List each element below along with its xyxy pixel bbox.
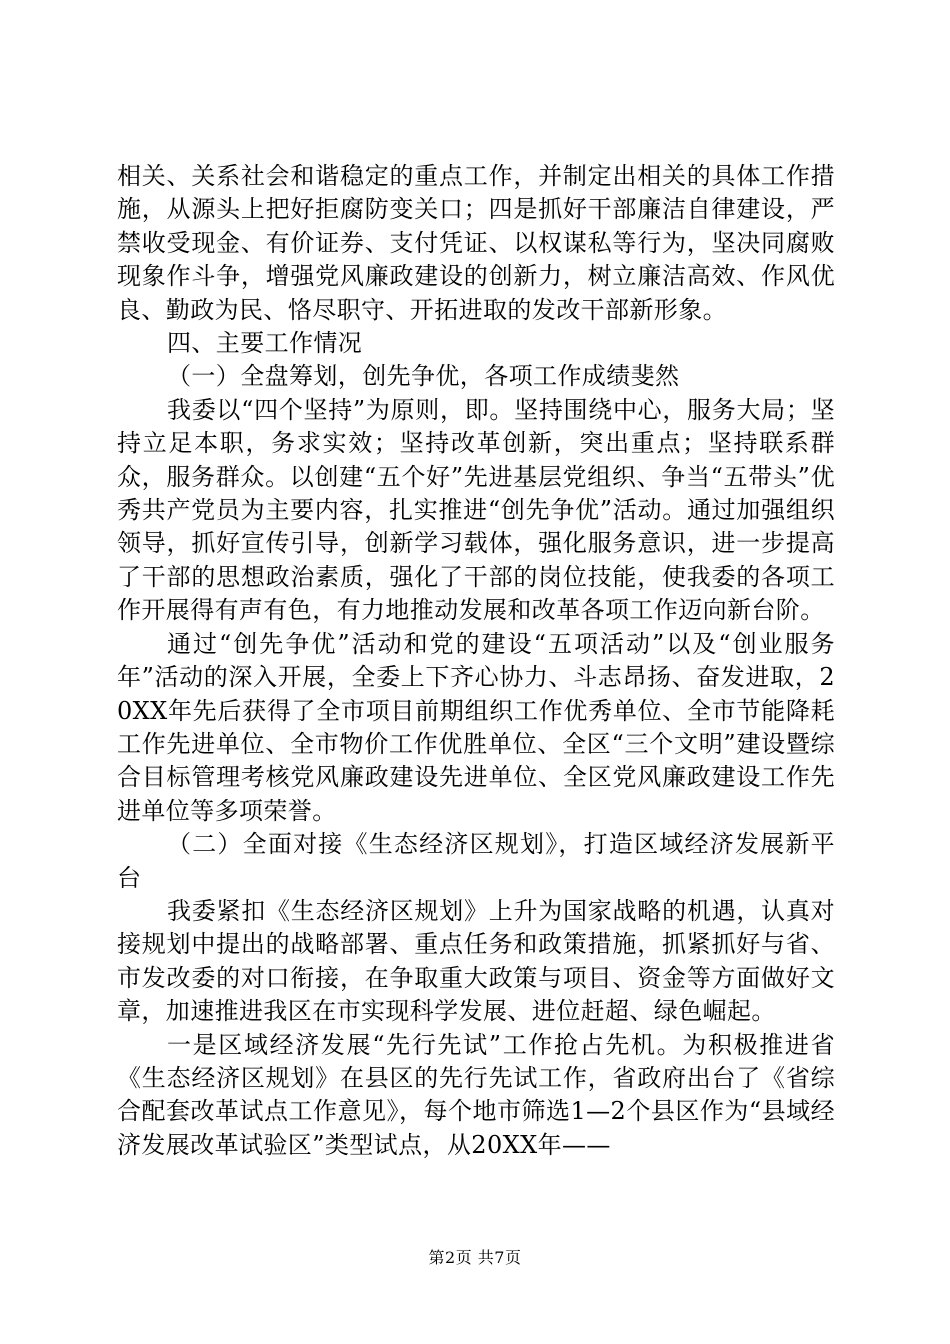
- subheading-ecological-plan: （二）全面对接《生态经济区规划》，打造区域经济发展新平台: [117, 830, 835, 892]
- paragraph-honors: 通过“创先争优”活动和党的建设“五项活动”以及“创业服务年”活动的深入开展，全委上下齐心协力、斗志昂扬、奋发进取，20XX年先后获得了全市项目前期组织工作优秀单位、全市节能降耗工作先进单位、全市物价工作优胜单位、全区“三个文明”建设暨综合目标管理考核党风廉政建设先进单位、全区党风廉政建设工作先进单位等多项荣誉。: [117, 629, 835, 825]
- section-heading-main-work: 四、主要工作情况: [167, 329, 363, 358]
- document-body: [117, 160, 835, 1162]
- paragraph-pilot: 一是区域经济发展“先行先试”工作抢占先机。为积极推进省《生态经济区规划》在县区的先行先试工作，省政府出台了《省综合配套改革试点工作意见》，每个地市筛选1—2个县区作为“县域经济发展改革试验区”类型试点，从20XX年——: [117, 1030, 835, 1159]
- paragraph-four-principles: 我委以“四个坚持”为原则，即。坚持围绕中心，服务大局；坚持立足本职，务求实效；坚持改革创新，突出重点；坚持联系群众，服务群众。以创建“五个好”先进基层党组织、争当“五带头”优秀共产党员为主要内容，扎实推进“创先争优”活动。通过加强组织领导，抓好宣传引导，创新学习载体，强化服务意识，进一步提高了干部的思想政治素质，强化了干部的岗位技能，使我委的各项工作开展得有声有色，有力地推动发展和改革各项工作迈向新台阶。: [117, 395, 835, 625]
- paragraph-continuation: 相关、关系社会和谐稳定的重点工作，并制定出相关的具体工作措施，从源头上把好拒腐防变关口；四是抓好干部廉洁自律建设，严禁收受现金、有价证券、支付凭证、以权谋私等行为，坚决同腐败现象作斗争，增强党风廉政建设的创新力，树立廉洁高效、作风优良、勤政为民、恪尽职守、开拓进取的发改干部新形象。: [117, 162, 835, 324]
- paragraph-strategy: 我委紧扣《生态经济区规划》上升为国家战略的机遇，认真对接规划中提出的战略部署、重点任务和政策措施，抓紧抓好与省、市发改委的对口衔接，在争取重大政策与项目、资金等方面做好文章，加速推进我区在市实现科学发展、进位赶超、绿色崛起。: [117, 896, 835, 1026]
- page-number-footer: 第2页 共7页: [428, 1248, 522, 1267]
- subheading-planning: （一）全盘筹划，创先争优，各项工作成绩斐然: [167, 362, 680, 391]
